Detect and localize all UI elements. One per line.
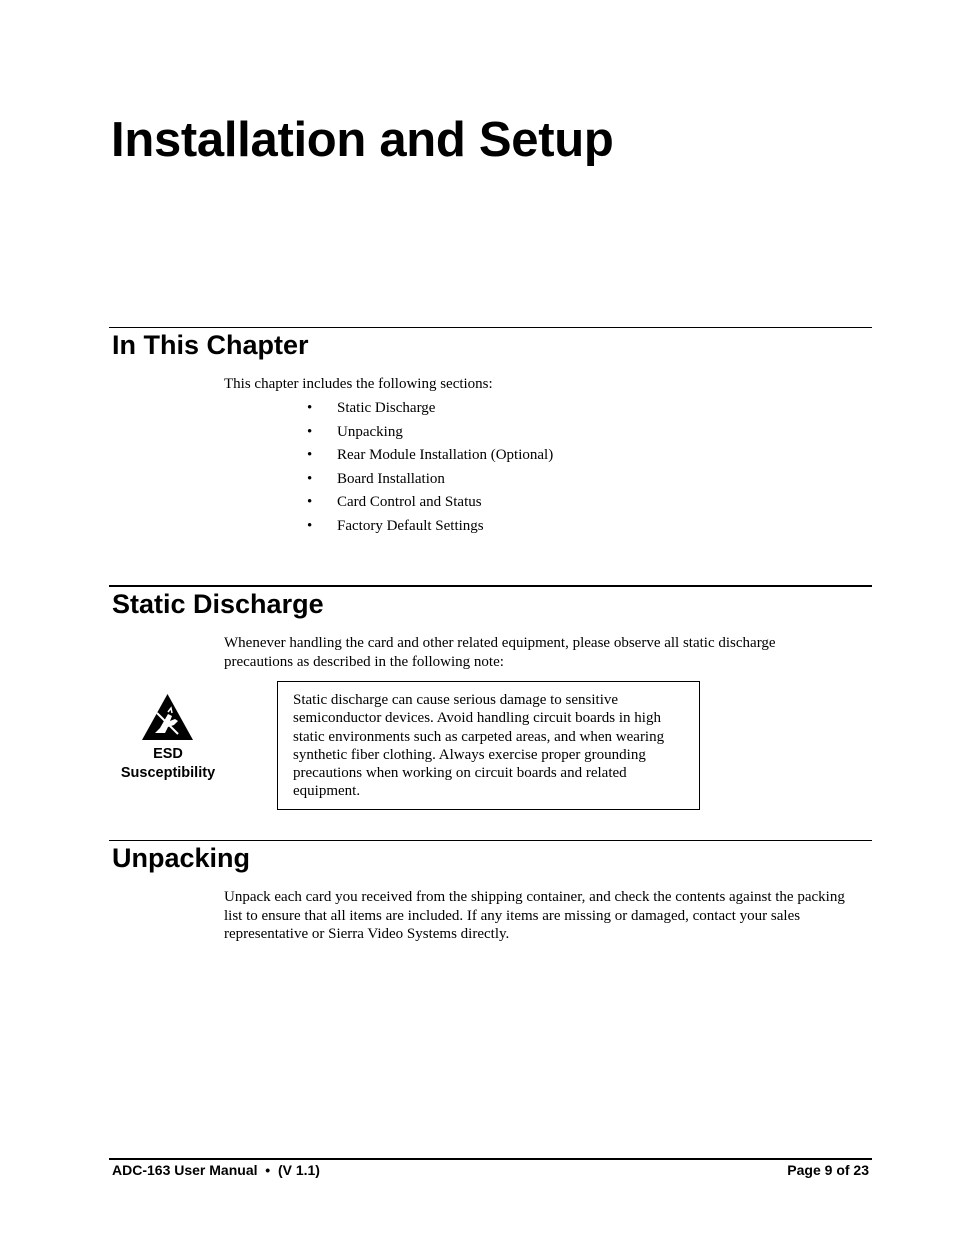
footer-page-number: Page 9 of 23	[787, 1162, 869, 1178]
chapter-title: Installation and Setup	[111, 113, 614, 167]
list-item: • Rear Module Installation (Optional)	[307, 447, 554, 463]
chapter-intro-text: This chapter includes the following sections:	[224, 376, 493, 392]
list-item: • Factory Default Settings	[307, 517, 484, 534]
bullet-icon: •	[307, 470, 313, 487]
section-divider	[109, 585, 872, 587]
esd-warning-triangle-icon	[140, 692, 195, 742]
list-item: • Static Discharge	[307, 400, 436, 416]
esd-label: ESD Susceptibility	[120, 746, 216, 781]
bullet-icon: •	[307, 517, 313, 534]
unpacking-text: Unpack each card you received from the shipping container, and check the contents against the packing list to ensure that all items are included. If any items are missing or damaged, contact your sales representative or Sierra Video Systems directly.	[224, 889, 845, 943]
footer-divider	[109, 1158, 872, 1160]
list-item: • Card Control and Status	[307, 494, 482, 510]
bullet-icon: •	[307, 400, 313, 416]
list-item: • Unpacking	[307, 423, 403, 440]
chapter-section-list	[307, 398, 553, 539]
esd-note-box: Static discharge can cause serious damage to sensitive semiconductor devices. Avoid handling circuit boards in high static environments such as carpeted areas, and when wearing synthetic fiber clothing. Always exercise proper grounding precautions when working on circuit boards and related equipment.	[277, 681, 700, 810]
bullet-icon: •	[307, 447, 313, 463]
section-heading-static-discharge: Static Discharge	[112, 589, 324, 619]
list-item: • Board Installation	[307, 470, 445, 487]
footer-manual-version: ADC-163 User Manual • (V 1.1)	[112, 1162, 320, 1178]
section-divider	[109, 327, 872, 328]
bullet-icon: •	[307, 423, 313, 440]
static-discharge-intro: Whenever handling the card and other related equipment, please observe all static discharge precautions as described in the following note:	[224, 635, 776, 670]
section-heading-in-this-chapter: In This Chapter	[112, 330, 309, 360]
section-divider	[109, 840, 872, 841]
section-heading-unpacking: Unpacking	[112, 843, 251, 873]
bullet-icon: •	[307, 494, 313, 510]
